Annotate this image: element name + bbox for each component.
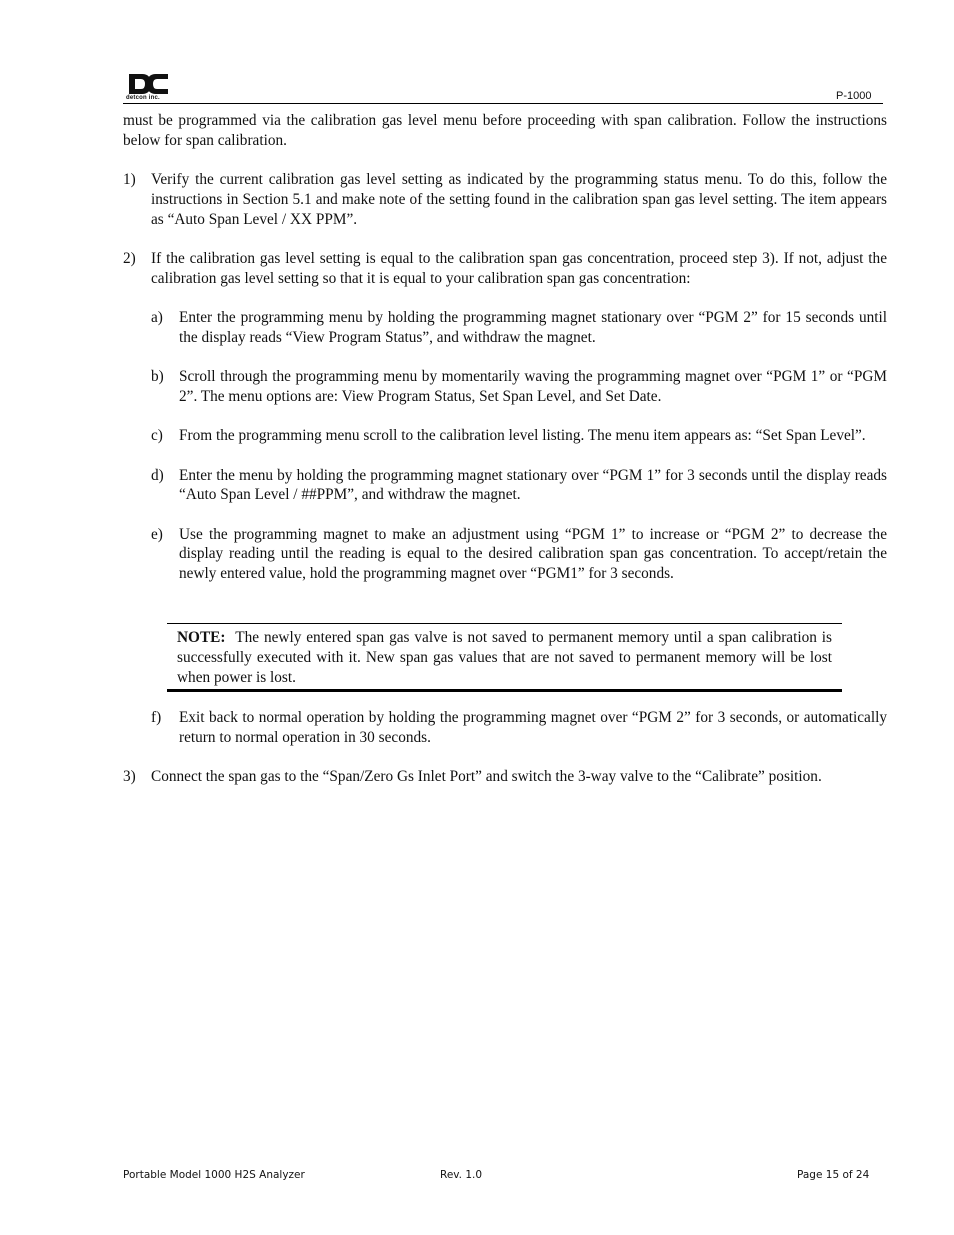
step-text: If the calibration gas level setting is equal to the calibration span gas concentration, proceed step 3). If not, adjust the calibration gas level setting so that it is equal to your calibration span gas concentration:: [151, 249, 887, 287]
step-1: [123, 170, 887, 229]
step-number: 3): [123, 768, 136, 786]
substep-text: Scroll through the programming menu by momentarily waving the programming magnet over “PGM 1” or “PGM 2”. The menu options are: View Program Status, Set Span Level, and Set Date.: [179, 368, 887, 405]
substep-letter: c): [151, 427, 163, 445]
step-text: Connect the span gas to the “Span/Zero Gs Inlet Port” and switch the 3-way valve to the “Calibrate” position.: [151, 768, 822, 786]
note-text: The newly entered span gas valve is not saved to permanent memory until a span calibration is successfully executed with it. New span gas values that are not saved to permanent memory will be lost when power is lost.: [177, 629, 832, 686]
footer-page-number: Page 15 of 24: [797, 1169, 870, 1181]
note-content: [177, 628, 832, 687]
substep-c: [123, 426, 887, 446]
substep-letter: d): [151, 466, 164, 484]
substep-letter: a): [151, 309, 163, 327]
substep-b: [123, 367, 887, 407]
substep-f: [123, 708, 887, 748]
step-number: 1): [123, 171, 136, 189]
substep-text: Enter the programming menu by holding the programming magnet stationary over “PGM 2” for 15 seconds until the display reads “View Program Status”, and withdraw the magnet.: [179, 309, 887, 346]
substep-letter: e): [151, 525, 163, 543]
substep-text: Enter the menu by holding the programming magnet stationary over “PGM 1” for 3 seconds until the display reads “Auto Span Level / ##PPM”, and withdraw the magnet.: [179, 466, 887, 504]
document-number: P-1000: [836, 90, 872, 102]
substep-letter: f): [151, 709, 162, 727]
substep-letter: b): [151, 368, 164, 386]
substep-text: Exit back to normal operation by holding the programming magnet over “PGM 2” for 3 seconds, or automatically return to normal operation in 30 seconds.: [179, 709, 887, 746]
intro-paragraph: must be programmed via the calibration gas level menu before proceeding with span calibration. Follow the instructions below for span calibration.: [123, 112, 887, 149]
footer-document-title: Portable Model 1000 H2S Analyzer: [123, 1169, 305, 1181]
substep-text: From the programming menu scroll to the calibration level listing. The menu item appears as: “Set Span Level”.: [179, 427, 866, 445]
step-2: [123, 249, 887, 289]
note-label: NOTE:: [177, 629, 226, 646]
note-box: [167, 623, 842, 692]
step-3: [123, 767, 887, 787]
logo-caption: detcon inc.: [126, 95, 160, 101]
substep-e: [123, 525, 887, 584]
substep-text: Use the programming magnet to make an adjustment using “PGM 1” to increase or “PGM 2” to decrease the display reading until the reading is equal to the desired calibration span gas concentration. To accept/retain the newly entered value, hold the programming magnet over “PGM1” for 3 seconds.: [179, 525, 887, 583]
step-number: 2): [123, 249, 136, 267]
footer-revision: Rev. 1.0: [440, 1169, 483, 1181]
substep-a: [123, 308, 887, 348]
substep-d: [123, 466, 887, 506]
header-divider: [123, 103, 883, 104]
step-text: Verify the current calibration gas level setting as indicated by the programming status menu. To do this, follow the instructions in Section 5.1 and make note of the setting found in the calibration span gas level setting. The item appears as “Auto Span Level / XX PPM”.: [151, 171, 887, 228]
